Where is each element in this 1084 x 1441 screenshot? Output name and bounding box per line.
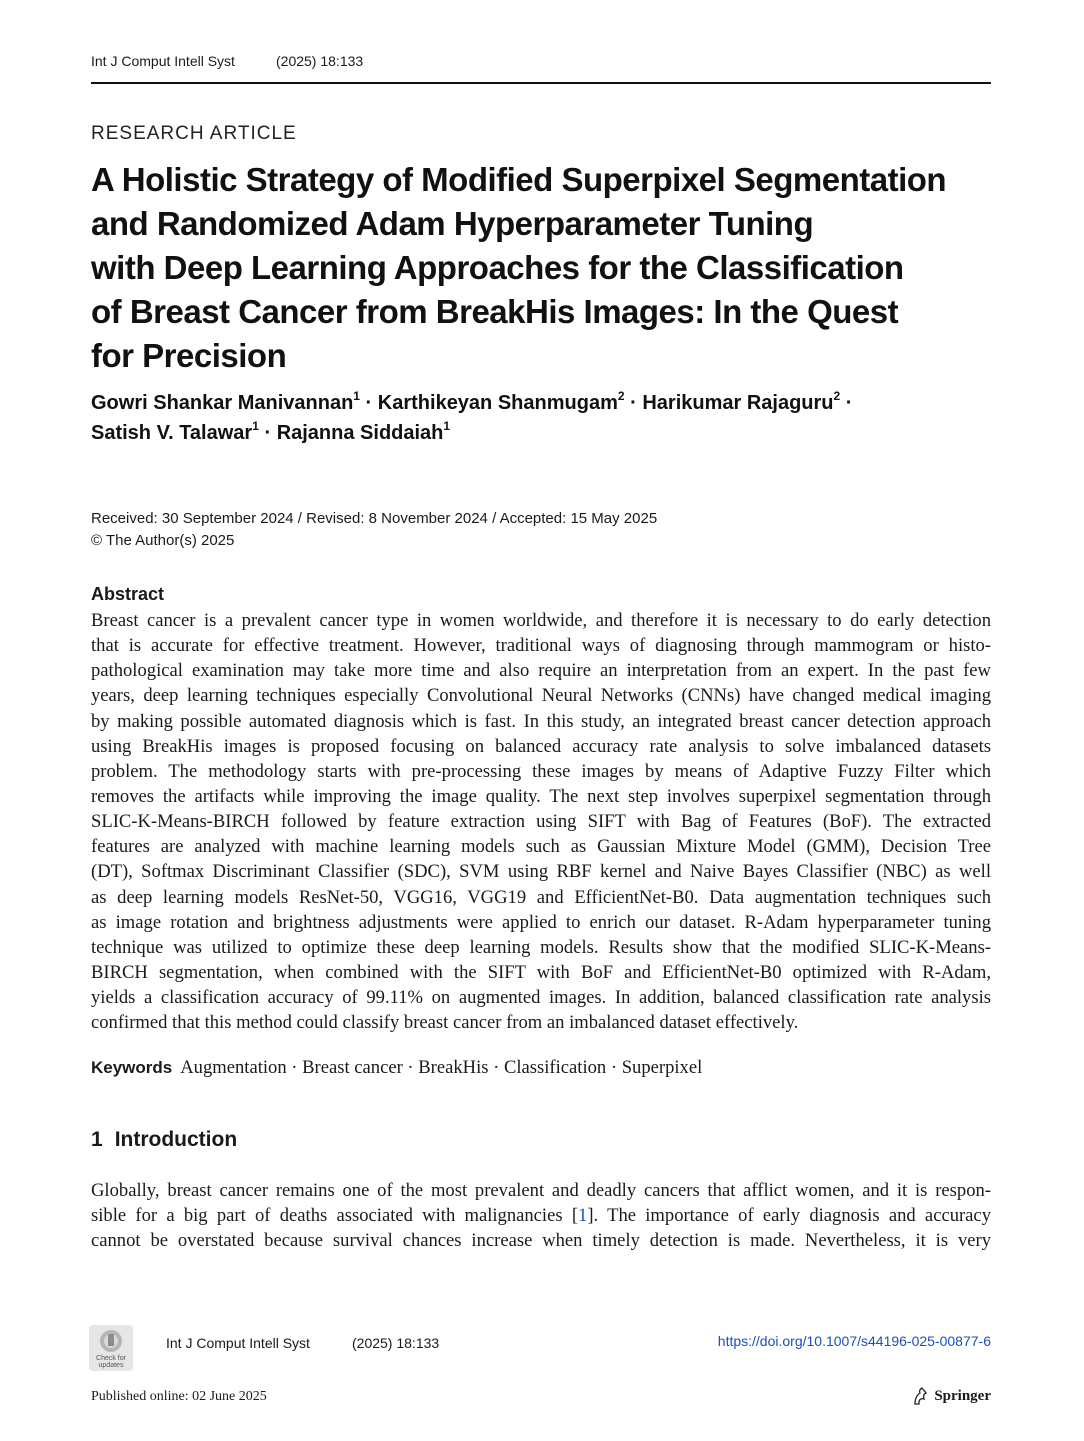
title-line: A Holistic Strategy of Modified Superpixel Segmentation: [91, 161, 947, 198]
keywords: [91, 1057, 702, 1079]
abstract-line: pathological examination may take more time and also require an interpretation from an expert. In the past few: [91, 660, 991, 682]
springer-horse-icon: [912, 1387, 928, 1405]
author-list: [91, 388, 991, 448]
publisher-name: Springer: [934, 1387, 991, 1404]
affiliation-marker: 2: [617, 389, 625, 403]
author-name[interactable]: Satish V. Talawar: [91, 422, 253, 444]
author-separator: ·: [264, 422, 272, 444]
abstract-line: years, deep learning techniques especially Convolutional Neural Networks (CNNs) have changed medical imaging: [91, 685, 991, 707]
section-number: 1: [91, 1128, 103, 1151]
author-separator: ·: [365, 392, 373, 414]
article-type: RESEARCH ARTICLE: [91, 123, 297, 144]
abstract-line: by making possible automated diagnosis which is fast. In this study, an integrated breast cancer detection approach: [91, 710, 991, 732]
affiliation-marker: 1: [252, 419, 259, 433]
abstract-heading: Abstract: [91, 584, 165, 604]
keywords-label: Keywords: [91, 1058, 173, 1077]
author-separator: ·: [845, 392, 853, 414]
title-line: of Breast Cancer from BreakHis Images: In the Quest: [91, 293, 899, 330]
crossmark-label: updates: [98, 1362, 124, 1369]
body-line: Globally, breast cancer remains one of the most prevalent and deadly cancers that afflict women, and it is respon-: [91, 1180, 991, 1201]
author-separator: ·: [630, 392, 637, 414]
copyright-line: © The Author(s) 2025: [91, 532, 235, 549]
author-line-2: [91, 418, 991, 448]
body-line: cannot be overstated because survival chances increase when timely detection is made. Nevertheless, it is very: [91, 1230, 991, 1252]
footer-journal: Int J Comput Intell Syst: [166, 1335, 310, 1351]
title-line: and Randomized Adam Hyperparameter Tuning: [91, 205, 814, 242]
author-name[interactable]: Rajanna Siddaiah: [276, 422, 444, 444]
article-title: [91, 158, 971, 378]
abstract-line: problem. The methodology starts with pre-processing these images by means of Adaptive Fuzzy Filter which: [91, 760, 991, 782]
affiliation-marker: 1: [353, 389, 360, 403]
history-dates: Received: 30 September 2024 / Revised: 8 November 2024 / Accepted: 15 May 2025: [91, 510, 658, 527]
abstract-line: Breast cancer is a prevalent cancer type in women worldwide, and therefore it is necessary to do early detection: [91, 610, 991, 631]
body-text: ]. The importance of early diagnosis and accuracy: [587, 1205, 991, 1227]
abstract-line: that is accurate for effective treatment. However, traditional ways of diagnosing through mammogram or histo-: [91, 635, 991, 657]
affiliation-marker: 1: [443, 419, 451, 433]
footer-volume: (2025) 18:133: [352, 1335, 440, 1351]
abstract-line: BIRCH segmentation, when combined with the SIFT with BoF and EfficientNet-B0 optimized with R-Adam,: [91, 961, 991, 983]
running-header-volume: (2025) 18:133: [276, 53, 364, 69]
body-text: sible for a big part of deaths associated with malignancies [: [91, 1205, 579, 1227]
abstract-line: technique was utilized to optimize these deep learning models. Results show that the modified SLIC-K-Means-: [91, 936, 991, 958]
abstract-line: removes the artifacts while improving the image quality. The next step involves superpixel segmentation through: [91, 785, 991, 807]
author-line-1: [91, 388, 991, 418]
author-name[interactable]: Harikumar Rajaguru: [642, 392, 834, 414]
abstract-line: using BreakHis images is proposed focusing on balanced accuracy rate analysis to solve imbalanced datasets: [91, 735, 991, 757]
title-line: for Precision: [91, 337, 287, 374]
body-line: [91, 1203, 991, 1228]
abstract-line: as deep learning models ResNet-50, VGG16, VGG19 and EfficientNet-B0. Data augmentation techniques such: [91, 886, 991, 908]
keywords-list: Augmentation · Breast cancer · BreakHis · Classification · Superpixel: [180, 1057, 703, 1078]
abstract-body: [91, 608, 991, 1035]
abstract-line: yields a classification accuracy of 99.11% on augmented images. In addition, balanced classification rate analysis: [91, 987, 991, 1009]
published-online: Published online: 02 June 2025: [91, 1389, 267, 1404]
running-header-journal: Int J Comput Intell Syst: [91, 53, 235, 69]
section-title: Introduction: [114, 1128, 238, 1151]
publisher-logo: [912, 1387, 991, 1405]
abstract-line: SLIC-K-Means-BIRCH followed by feature extraction using SIFT with Bag of Features (BoF). The extracted: [91, 811, 991, 833]
title-line: with Deep Learning Approaches for the Classification: [91, 249, 904, 286]
section-heading: [91, 1128, 237, 1152]
doi-link[interactable]: https://doi.org/10.1007/s44196-025-00877-6: [717, 1333, 991, 1349]
abstract-line: as image rotation and brightness adjustments were applied to enrich our dataset. R-Adam hyperparameter tuning: [91, 911, 991, 933]
crossmark-label: Check for: [96, 1355, 126, 1362]
abstract-line: confirmed that this method could classify breast cancer from an imbalanced dataset effectively.: [91, 1012, 799, 1034]
affiliation-marker: 2: [833, 389, 841, 403]
check-for-updates-icon[interactable]: [89, 1325, 133, 1371]
author-name[interactable]: Karthikeyan Shanmugam: [377, 392, 618, 414]
citation-link[interactable]: 1: [578, 1205, 588, 1227]
article-history: [91, 508, 657, 552]
introduction-body: [91, 1178, 991, 1253]
abstract-line: features are analyzed with machine learning models such as Gaussian Mixture Model (GMM), Decision Tree: [91, 836, 991, 858]
author-name[interactable]: Gowri Shankar Manivannan: [91, 392, 354, 414]
header-rule: [91, 82, 991, 84]
abstract-line: (DT), Softmax Discriminant Classifier (SDC), SVM using RBF kernel and Naive Bayes Classifier (NBC) as well: [91, 861, 991, 883]
